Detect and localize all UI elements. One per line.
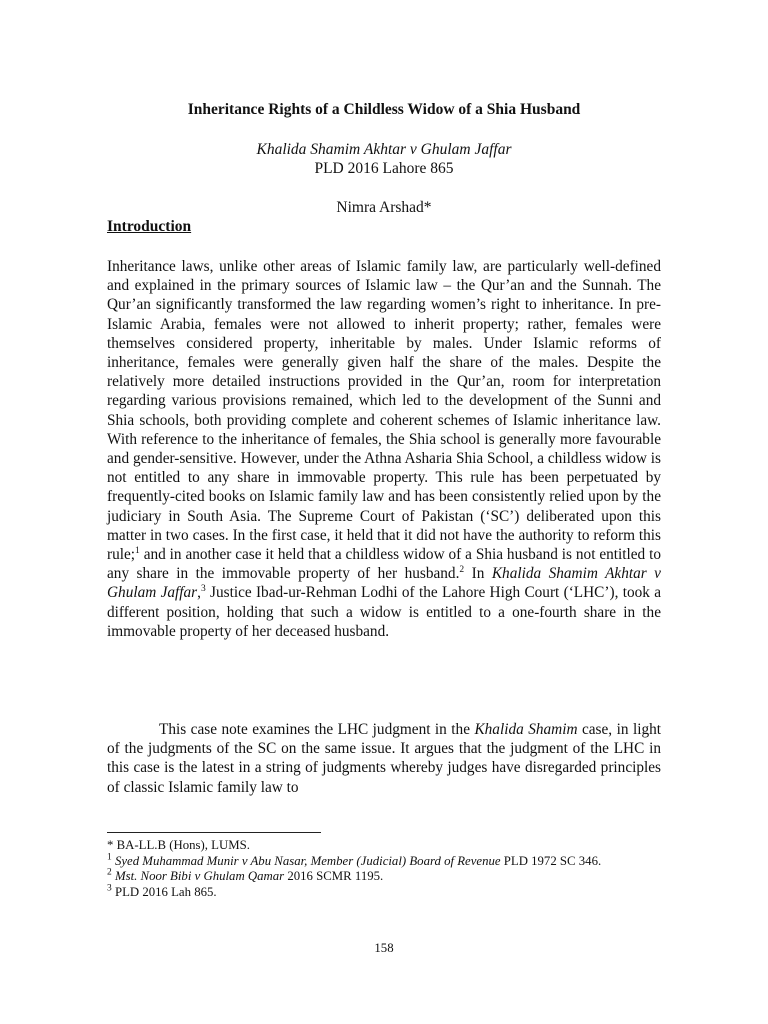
paragraph-text: Justice Ibad-ur-Rehman Lodhi of the Lahore High Court (‘LHC’), took a different position, holding that such a widow is entitled to a one-fourth share in the immovable property of her deceased husband. [107,584,661,640]
footnote-2 [107,869,661,885]
footnote-author: * BA-LL.B (Hons), LUMS. [107,838,250,852]
footnote-citation: 2016 SCMR 1195. [284,869,384,884]
section-heading-introduction: Introduction [107,218,192,235]
footnote-ref-2: 2 [459,565,465,576]
author-name: Nimra Arshad* [336,199,432,216]
footnote-separator [107,832,321,833]
case-citation: PLD 2016 Lahore 865 [314,160,454,177]
paragraph-text: In [464,565,492,583]
footnote-number: 2 [107,867,112,878]
footnote-case: Syed Muhammad Munir v Abu Nasar, Member (Judicial) Board of Revenue [114,853,501,868]
paragraph-introduction [107,257,661,641]
paragraph-text: Inheritance laws, unlike other areas of Islamic family law, are particularly well-defined and explained in the primary sources of Islamic law – the Qur’an and the Sunnah. The Qur’an significantly transformed the law regarding women’s right to inheritance. In pre-Islamic Arabia, females were not allowed to inherit property; rather, females were themselves considered property, inheritable by males. Under Islamic reforms of inheritance, females were generally given half the share of the males. Despite the relatively more detailed instructions provided in the Qur’an, room for interpretation regarding various provisions remained, which led to the development of the Sunni and Shia schools, both providing complete and coherent schemes of Islamic inheritance law. With reference to the inheritance of females, the Shia school is generally more favourable and gender-sensitive. However, under the Athna Asharia Shia School, a childless widow is not entitled to any share in immovable property. This rule has been perpetuated by frequently-cited books on Islamic family law and has been consistently relied upon by the judiciary in South Asia. The Supreme Court of Pakistan (‘SC’) deliberated upon this matter in two cases. In the first case, it held that it did not have the authority to reform this rule; [107,258,661,564]
paper-title: Inheritance Rights of a Childless Widow of a Shia Husband [187,101,581,118]
footnote-1 [107,854,661,870]
paragraph-text: and in another case it held that a childless widow of a Shia husband is not entitled to any share in the immovable property of her husband. [107,546,661,583]
footnote-ref-3: 3 [200,584,206,595]
footnote-ref-1: 1 [135,545,140,556]
page-number: 158 [374,941,394,955]
paper-page [107,0,661,1024]
paragraph-text: This case note examines the LHC judgment in the [159,721,475,738]
footnotes [107,838,661,900]
footnote-citation: PLD 1972 SC 346. [500,853,602,868]
case-reference: Khalida Shamim [474,721,578,738]
case-name: Khalida Shamim Akhtar v Ghulam Jaffar [256,141,512,158]
footnote-number: 1 [107,852,112,863]
footnote-number: 3 [107,883,112,894]
paragraph-text: case, in light of the judgments of the SC on the same issue. It argues that the judgment of the LHC in this case is the latest in a string of judgments whereby judges have disregarded principles of classic Islamic family law to [107,721,661,796]
footnote-case: Mst. Noor Bibi v Ghulam Qamar [114,869,285,884]
footnote-citation: PLD 2016 Lah 865. [111,884,217,899]
paragraph-text: , [197,584,201,602]
footnote-3 [107,885,661,901]
case-reference: Khalida Shamim Akhtar v Ghulam Jaffar [107,565,661,602]
paragraph-case-note [107,720,661,797]
